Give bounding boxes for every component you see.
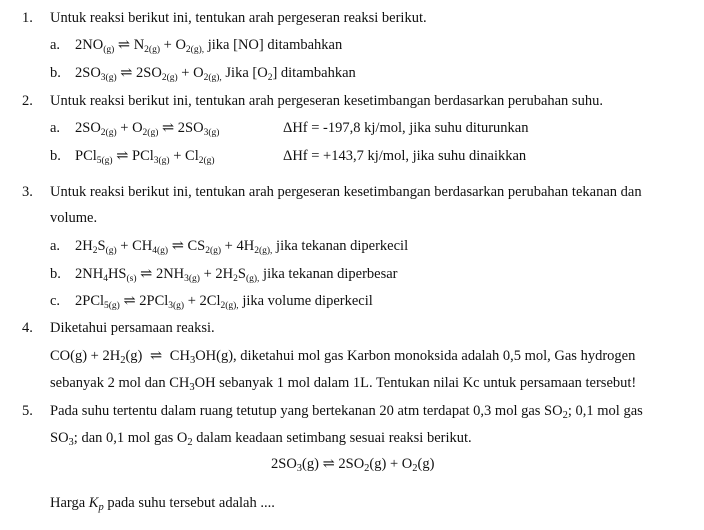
q2b-label: b. xyxy=(50,148,61,164)
equilibrium-arrow-icon: ⇌ xyxy=(171,238,184,254)
q3-text-line1: Untuk reaksi berikut ini, tentukan arah pergeseran kesetimbangan berdasarkan perubahan tekanan dan xyxy=(50,184,642,200)
q5-text-line2: $SO_3$; dan 0,1 mol gas $O_2$ dalam keadaan setimbang sesuai reaksi berikut. xyxy=(50,430,472,448)
q2a-reaction: $2SO_{2(g)} + O_{2(g)}$ ⇌ $2SO_{3(g)}$ xyxy=(75,120,220,138)
q2-number: 2. xyxy=(22,93,33,109)
q5-text-line1: Pada suhu tertentu dalam ruang tetutup yang bertekanan 20 atm terdapat 0,3 mol gas $SO_2$; 0,1 mol gas xyxy=(50,403,643,421)
equilibrium-arrow-icon: ⇌ xyxy=(162,120,175,136)
q3a-reaction: $2H_2S_{(g)} + CH_{4(g)}$ ⇌ $CS_{2(g)} + 4H_{2(g),}$ jika tekanan diperkecil xyxy=(75,238,409,256)
q3a-label: a. xyxy=(50,238,61,254)
q4-equation-line: $CO(g) + 2H_2(g)$ ⇌ $CH_3OH(g)$, diketahui mol gas Karbon monoksida adalah 0,5 mol, Gas hydrogen xyxy=(50,348,636,366)
equilibrium-arrow-icon: ⇌ xyxy=(150,348,163,364)
q2b-enthalpy: ΔHf = +143,7 kj/mol, jika suhu dinaikkan xyxy=(283,148,527,164)
equilibrium-arrow-icon: ⇌ xyxy=(116,148,129,164)
equilibrium-arrow-icon: ⇌ xyxy=(120,65,133,81)
q4-text: Diketahui persamaan reaksi. xyxy=(50,320,215,336)
q2-text: Untuk reaksi berikut ini, tentukan arah pergeseran kesetimbangan berdasarkan perubahan suhu. xyxy=(50,93,603,109)
q1b-label: b. xyxy=(50,65,61,81)
q5-equation: $2SO_3(g)$ ⇌ $2SO_2(g) + O_2(g)$ xyxy=(271,456,435,474)
equilibrium-arrow-icon: ⇌ xyxy=(322,456,335,472)
q5-number: 5. xyxy=(22,403,33,419)
q3b-reaction: $2NH_4HS_{(s)}$ ⇌ $2NH_{3(g)} + 2H_2S_{(g),}$ jika tekanan diperbesar xyxy=(75,266,398,284)
equilibrium-arrow-icon: ⇌ xyxy=(140,266,153,282)
q2b-reaction: PCl$_{5(g)}$ ⇌ $PCl_{3(g)} + Cl_{2(g)}$ xyxy=(75,148,215,166)
q1-text: Untuk reaksi berikut ini, tentukan arah pergeseran reaksi berikut. xyxy=(50,10,427,26)
q2a-enthalpy: ΔHf = -197,8 kj/mol, jika suhu diturunkan xyxy=(283,120,529,136)
q5-final-line: Harga $K_p$ pada suhu tersebut adalah .... xyxy=(50,495,275,513)
q4-text-line2: sebanyak 2 mol dan $CH_3OH$ sebanyak 1 mol dalam 1L. Tentukan nilai Kc untuk persamaan tersebut! xyxy=(50,375,637,393)
q1b-reaction: $2SO_{3(g)}$ ⇌ $2SO_{2(g)} + O_{2(g),}$ Jika $[O_2]$ ditambahkan xyxy=(75,65,356,83)
q3-number: 3. xyxy=(22,184,33,200)
q1a-reaction: $2NO_{(g)}$ ⇌ $N_{2(g)} + O_{2(g),}$ jika [NO] ditambahkan xyxy=(75,37,343,55)
q2a-label: a. xyxy=(50,120,61,136)
q3c-reaction: 2PCl$_{5(g)}$ ⇌ $2PCl_{3(g)} + 2Cl_{2(g),}$ jika volume diperkecil xyxy=(75,293,373,311)
q1a-label: a. xyxy=(50,37,61,53)
q1-number: 1. xyxy=(22,10,33,26)
equilibrium-arrow-icon: ⇌ xyxy=(117,37,131,53)
q3b-label: b. xyxy=(50,266,61,282)
q3c-label: c. xyxy=(50,293,61,309)
equilibrium-arrow-icon: ⇌ xyxy=(123,293,136,309)
q3-text-line2: volume. xyxy=(50,210,98,226)
q4-number: 4. xyxy=(22,320,33,336)
